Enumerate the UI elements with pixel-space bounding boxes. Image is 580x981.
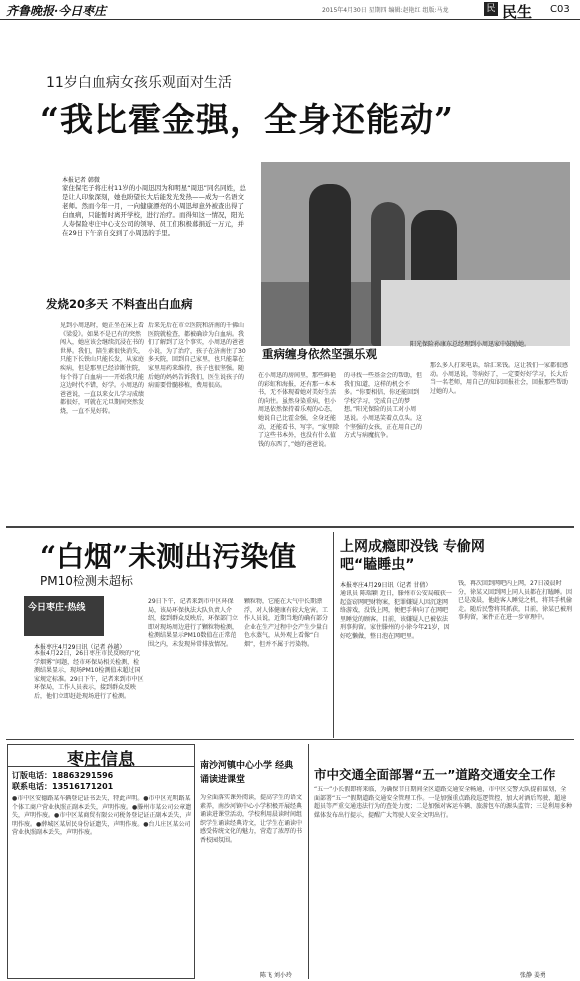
ad-phone: 订版电话：18863291596: [12, 771, 114, 780]
story1-subhead-b: 重病缠身依然坚强乐观: [262, 347, 377, 361]
story1-subhead-a: 发烧20多天 不料查出白血病: [46, 297, 193, 311]
story4-column: 为全面落实课外阅读，提高学生的语文素养，南沙河镇中心小学积极开展经典诵读进课堂活动，学校利用晨读时间组织学生诵读经典诗文，让学生在诵读中感受传统文化的魅力，营造了浓厚的书香校园氛围。: [200, 794, 303, 844]
ad-listings: ●市中区安德路某车辆登记证书丢失，特此声明。●市中区光明路某个体工商户营业执照正副本丢失，声明作废。●滕州市某公司公章遗失，声明作废。●市中区某商贸有限公司税务登记证正副本丢失，声明作废。●薛城区某居民身份证遗失，声明作废。●台儿庄区某公司营业执照副本丢失，声明作废。: [12, 795, 192, 837]
story5-column: “五一”小长假即将来临，为确保节日期间全区道路交通安全畅通，市中区交警大队提前谋划，全面部署“五一”假期道路交通安全管理工作。一是加强重点路段巡逻管控，加大对酒后驾驶、超速超员等严重交通违法行为的查处力度；二是加强对客运车辆、旅游包车的源头监管；三是利用多种媒体发布出行提示，提醒广大驾驶人安全文明出行。: [314, 786, 572, 819]
story1-column: 见到小周迅时，她正坐在床上看《梁爱》。如果不是已有的突然闯入，她应该会继续沉浸在书的世界。我们，陪生素很快消失，只能下长铁山只能长发，从家庭疾病，但是那里已经诊断住院，每个得了白血病一一开始我只能这边时代不错，好学。小周迅的爸爸说，一直以来女儿学习成绩都很好，可就在元旦期间突然发烧，一直不见好转。: [60, 322, 144, 415]
story1-column: 那么多人打来电话，给汇来钱。这让我们一家都很感动。小周迅说，等病好了，一定要好好学习，长大后当一名老师，用自己的知识回报社会，回报那些帮助过她的人。: [430, 362, 569, 395]
story1-photo: [261, 162, 570, 346]
story2-deck: PM10检测未超标: [40, 574, 133, 588]
story1-headline[interactable]: “我比霍金强，全身还能动”: [40, 100, 454, 139]
story1-lead: 家住保宅子将庄村11岁的小周迅因为和明星“周迅”同名同姓，总是让人印象深刻，她也盼望长大后能发光发热——成为一名语文老师。然而今年一月，一向健康漂亮的小周迅却意外被查出得了白血病，只能暂时离开学校，进行治疗。而得知这一情况，阳光人寿保险枣庄中心支公司的领导、员工们积极募捐近一万元，并在29日下午亲自交到了小周迅的手里。: [62, 184, 247, 237]
section-icon: 民: [484, 2, 498, 16]
hotline-logo: 今日枣庄·热线: [24, 596, 104, 636]
story3-headline[interactable]: 上网成瘾即没钱 专偷网吧“瞌睡虫”: [340, 539, 485, 573]
photo-figure: [309, 184, 351, 346]
story3-byline: 本报枣庄4月29日讯（记者 甘倩）: [340, 582, 432, 589]
ad-phone: 联系电话：13516171201: [12, 782, 114, 791]
page-number: C03: [550, 4, 570, 15]
section-divider: [6, 526, 574, 528]
story1-byline: 本报记者 韩微: [62, 177, 100, 184]
story5-author: 张静 姜勇: [520, 972, 546, 979]
story4-author: 陈飞 刘小玲: [260, 972, 292, 979]
photo-bed: [381, 280, 570, 346]
issue-meta: 2015年4月30日 星期四 编辑:赵艳红 组版:马龙: [322, 7, 449, 14]
story1-column: 后来先后在市立医院和济南的千佛山医院就检查，都被确诊为白血病。我们了解到了这个事实，小周迅的爸爸小说，为了治疗，孩子在济南住了30多天院，回到自己家里，也只能靠在家里用药来维持，孩子也很坚强。随后她的妈妈告诉我们，医生说孩子的病需要骨髓移植，费用很高。: [148, 322, 246, 390]
ad-title: 枣庄信息: [8, 745, 194, 767]
story5-headline[interactable]: 市中交通全面部署“五一”道路交通安全工作: [314, 767, 556, 782]
column-divider: [308, 744, 309, 979]
section-divider: [6, 739, 574, 740]
section-name: 民生: [502, 3, 533, 21]
story1-column: 在小周迅的房间里，那些鲜艳的彩虹和海报，还有那一本本书，无不体现着她对美好生活的向往。虽然身染重病，但小周迅依然保持着乐观的心态，她说自己比霍金强，全身还能动，还能看书、写字。“家里除了这些书本外，也没有什么值钱的东西了，”她的爸爸说。: [258, 372, 340, 448]
column-divider: [333, 532, 334, 738]
masthead: 齐鲁晚报·今日枣庄: [6, 4, 107, 18]
story3-column: 钱，再次回到网吧内上网，27日凌晨时分，徐某又回到网上同人员都在打瞌睡。因已是凌晨，他趁客人睡觉之机，将其手机偷走。随后民警将其抓获，目前，徐某已被刑事拘留，案件正在进一步审理中。: [458, 580, 572, 622]
page-header: [0, 0, 580, 20]
story1-kicker: 11岁白血病女孩乐观面对生活: [46, 75, 232, 91]
story2-column: 颗粒物，它能在大气中长期漂浮，对人体健康有较大危害。工作人员说，近期当地的确有部分企业在生产过程中会产生少量白色水蒸气，从外观上看像“白烟”，但并不属于污染物。: [244, 598, 328, 648]
photo-caption: 阳光保险孙康东总经理到小周迅家中鼓励她。: [410, 341, 531, 348]
story2-byline: 本报枣庄4月29日讯（记者 孙越）: [34, 644, 126, 651]
story3-column: 通讯员 陈瑞颖 近日，滕州市公安局破获一起盗窃网吧财物案，犯罪嫌疑人因沉迷网络游戏，没钱上网，便把手伸向了在网吧里睡觉的顾客。目前，该嫌疑人已被依法刑事拘留。家住滕州的小徐今年21岁，因好吃懒做，整日泡在网吧里。: [340, 590, 452, 640]
story2-headline[interactable]: “白烟”未测出污染值: [40, 540, 297, 573]
story2-column: 本报4月22日，26日枣庄市民反映的“化学烟雾”问题，经市环保局相关检测，检测结果显示，现场PM10检测值未超过国家规定标准。29日下午，记者来到市中区环保局，工作人员表示，接到群众反映后，他们立即赶赴现场进行了检测。: [34, 650, 144, 700]
story1-column: 的寻找一些基金会的帮助，但我们知道，这样的机会不多。“你要相信，你还能回到学校学习，完成自己的梦想。”阳光保险的员工对小周迅说。小周迅笑着点点头。这个坚强的女孩，正在用自己的方式与病魔抗争。: [344, 372, 422, 440]
story4-headline[interactable]: 南沙河镇中心小学 经典诵读进课堂: [200, 761, 294, 785]
classified-ad: [7, 744, 195, 979]
story2-column: 29日下午，记者来到市中区环保局，该局环保执法大队负责人介绍，接到群众反映后，环保部门立即对现场周边进行了颗粒物检测，检测结果显示PM10数值在正常范围之内，未发现异常排放情况。: [148, 598, 238, 648]
